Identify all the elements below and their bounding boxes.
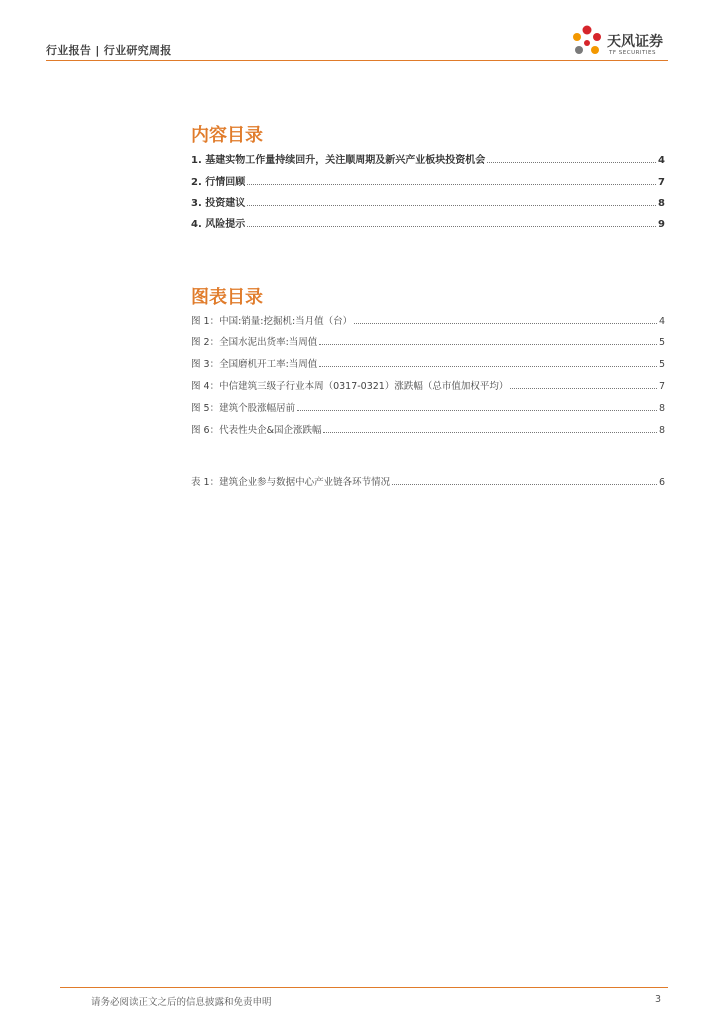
toc-leader-dots (319, 343, 657, 345)
logo-chinese-name: 天风证券 (607, 34, 663, 50)
toc-item-page: 4 (658, 155, 665, 166)
toc-item[interactable] (191, 193, 665, 209)
figure-item-page: 5 (658, 359, 665, 370)
figure-item[interactable] (191, 398, 665, 414)
figure-item-page: 4 (658, 316, 665, 327)
toc-leader-dots (323, 431, 656, 433)
figure-item-page: 8 (658, 425, 665, 436)
toc-leader-dots (354, 322, 657, 324)
toc-item-page: 8 (658, 198, 665, 209)
figure-item[interactable] (191, 311, 665, 327)
company-logo (569, 24, 674, 60)
figures-title: 图表目录 (191, 287, 263, 308)
figure-item-page: 8 (658, 403, 665, 414)
toc-item[interactable] (191, 214, 665, 230)
footer-page-number: 3 (655, 994, 662, 1005)
figure-item[interactable] (191, 420, 665, 436)
toc-item[interactable] (191, 172, 665, 188)
toc-item-label: 2. 行情回顾 (191, 177, 246, 188)
figure-item-label: 图 1：中国:销量:挖掘机:当月值（台） (191, 316, 353, 327)
table-item[interactable] (191, 472, 665, 488)
figure-item-label: 图 2：全国水泥出货率:当周值 (191, 337, 318, 348)
figure-item-label: 图 6：代表性央企&国企涨跌幅 (191, 425, 322, 436)
figure-item[interactable] (191, 332, 665, 348)
toc-leader-dots (510, 387, 657, 389)
logo-flower-icon (569, 24, 605, 60)
toc-leader-dots (487, 161, 656, 163)
toc-item-page: 7 (658, 177, 665, 188)
toc-leader-dots (247, 225, 656, 227)
footer-divider (60, 987, 668, 988)
toc-item-label: 1. 基建实物工作量持续回升，关注顺周期及新兴产业板块投资机会 (191, 155, 486, 166)
figure-item-label: 图 5：建筑个股涨幅居前 (191, 403, 296, 414)
toc-leader-dots (392, 483, 657, 485)
table-item-label: 表 1：建筑企业参与数据中心产业链各环节情况 (191, 477, 391, 488)
header-divider (46, 60, 668, 61)
logo-english-name: TF SECURITIES (609, 50, 656, 56)
toc-item-label: 4. 风险提示 (191, 219, 246, 230)
toc-leader-dots (297, 409, 657, 411)
toc-leader-dots (247, 204, 656, 206)
figure-item[interactable] (191, 354, 665, 370)
figure-item[interactable] (191, 376, 665, 392)
toc-leader-dots (319, 365, 657, 367)
figure-item-label: 图 3：全国磨机开工率:当周值 (191, 359, 318, 370)
footer-disclaimer: 请务必阅读正文之后的信息披露和免责申明 (91, 997, 272, 1008)
report-type: 行业报告 | 行业研究周报 (46, 44, 172, 57)
table-item-page: 6 (658, 477, 665, 488)
figure-item-page: 7 (658, 381, 665, 392)
figure-item-page: 5 (658, 337, 665, 348)
toc-title: 内容目录 (191, 125, 263, 146)
figure-item-label: 图 4：中信建筑三级子行业本周（0317-0321）涨跌幅（总市值加权平均） (191, 381, 509, 392)
toc-item[interactable] (191, 150, 665, 166)
toc-item-page: 9 (658, 219, 665, 230)
toc-item-label: 3. 投资建议 (191, 198, 246, 209)
toc-leader-dots (247, 183, 656, 185)
